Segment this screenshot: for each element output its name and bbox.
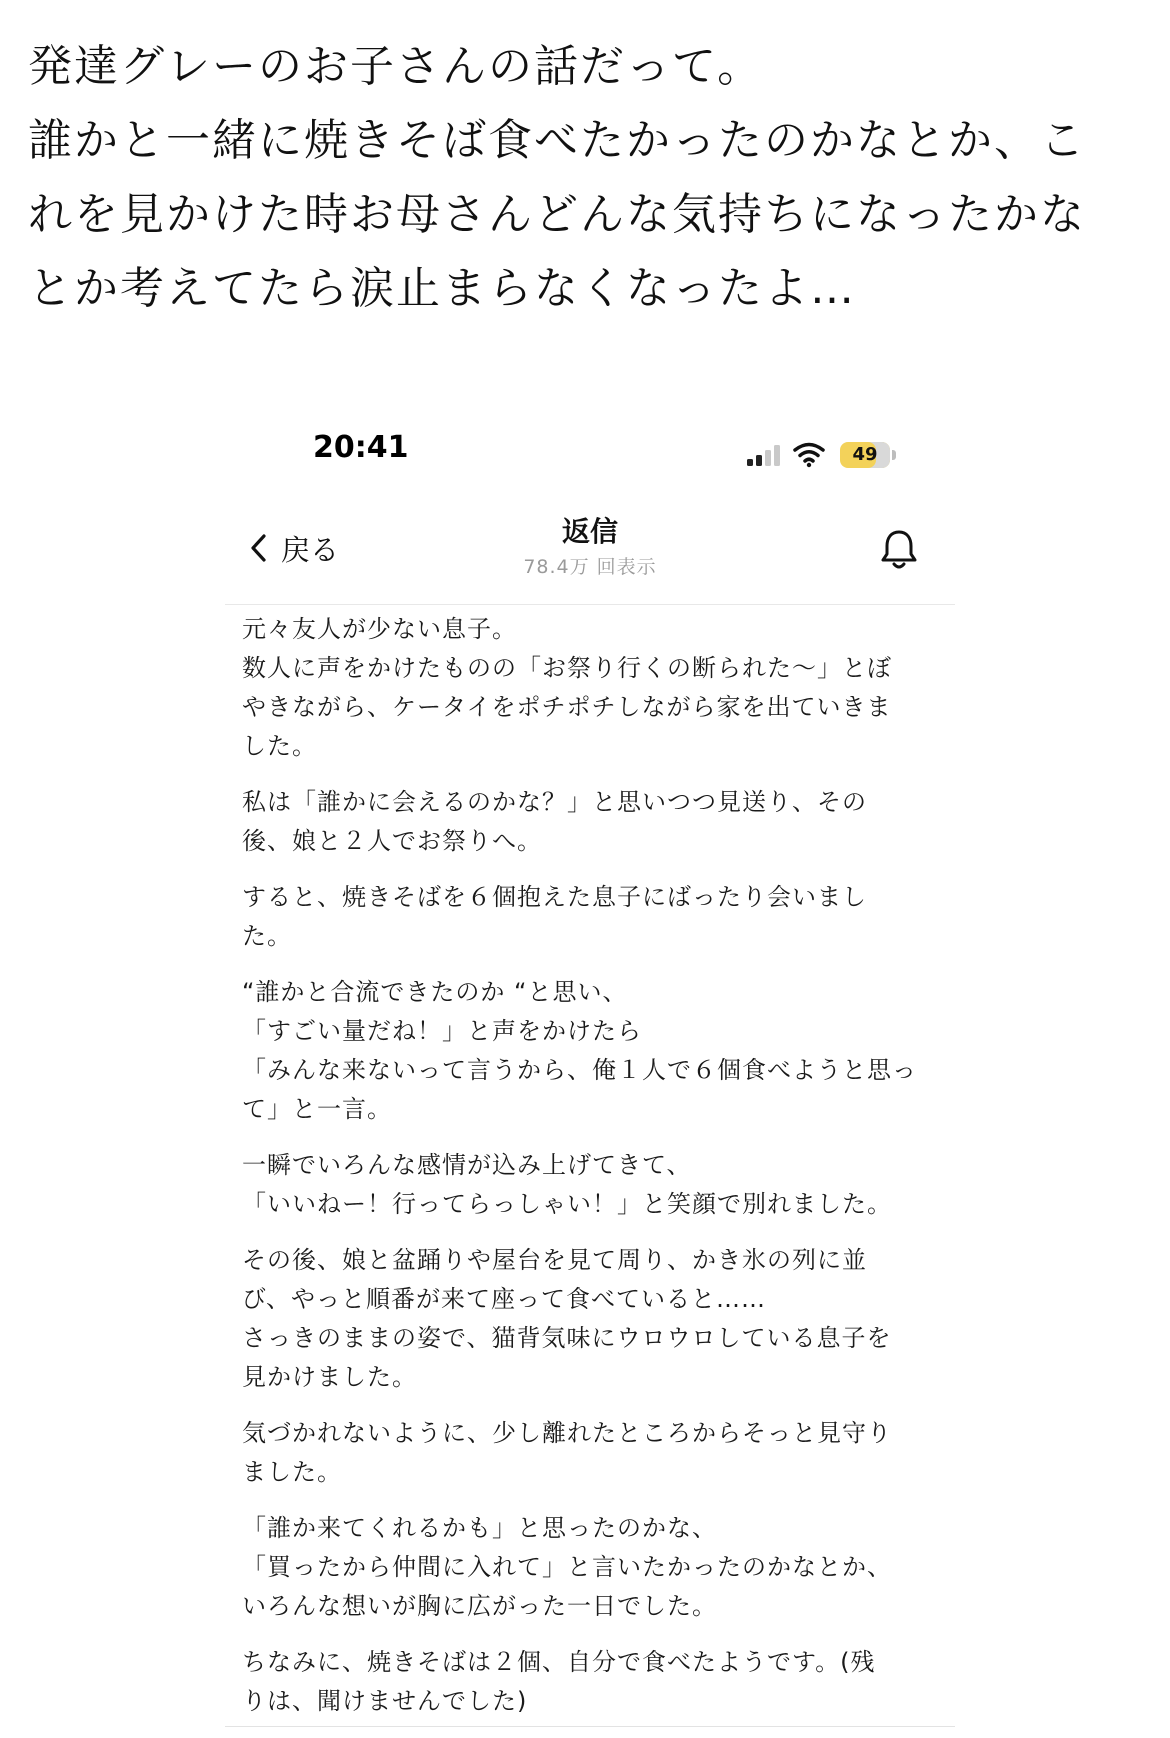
nav-bar bbox=[225, 508, 955, 605]
phone-screenshot bbox=[225, 420, 955, 1738]
post-text-line: 気づかれないように、少し離れたところからそっと見守り bbox=[242, 1419, 892, 1447]
back-label: 戻る bbox=[281, 532, 340, 567]
post-text-line: 元々友人が少ない息子。 bbox=[242, 615, 517, 643]
post-text-line: りは、聞けませんでした) bbox=[242, 1687, 528, 1715]
post-text-line: した。 bbox=[242, 732, 317, 760]
post-text-line: すると、焼きそばを６個抱えた息子にばったり会いまし bbox=[242, 883, 867, 911]
divider bbox=[225, 1726, 955, 1727]
post-text-line: いろんな想いが胸に広がった一日でした。 bbox=[242, 1592, 717, 1620]
post-text-line: 見かけました。 bbox=[242, 1363, 417, 1391]
post-text-line: 数人に声をかけたものの「お祭り行くの断られた〜」とぼ bbox=[242, 654, 892, 682]
post-text-line: 「すごい量だね！」と声をかけたら bbox=[242, 1017, 642, 1045]
post-body bbox=[242, 610, 942, 1738]
post-text-line: 「誰か来てくれるかも」と思ったのかな、 bbox=[242, 1514, 717, 1542]
post-text-line: その後、娘と盆踊りや屋台を見て周り、かき氷の列に並 bbox=[242, 1246, 867, 1274]
post-text-line: やきながら、ケータイをポチポチしながら家を出ていきま bbox=[242, 693, 892, 721]
post-text-line: “誰かと合流できたのか “と思い、 bbox=[242, 978, 628, 1006]
post-paragraph bbox=[242, 973, 942, 1129]
post-paragraph bbox=[242, 610, 942, 766]
status-time: 20:41 bbox=[313, 430, 409, 465]
post-text-line: 私は「誰かに会えるのかな？」と思いつつ見送り、その bbox=[242, 788, 867, 816]
post-paragraph bbox=[242, 1509, 942, 1626]
caption bbox=[28, 30, 1138, 326]
status-bar bbox=[225, 420, 955, 480]
post-paragraph bbox=[242, 878, 942, 956]
post-paragraph bbox=[242, 1643, 942, 1721]
bell-icon[interactable] bbox=[877, 526, 921, 572]
post-text-line: び、やっと順番が来て座って食べていると…… bbox=[242, 1285, 767, 1313]
post-text-line: 「みんな来ないって言うから、俺１人で６個食べようと思っ bbox=[242, 1056, 917, 1084]
post-text-line: ました。 bbox=[242, 1458, 342, 1486]
caption-line: れを見かけた時お母さんどんな気持ちになったかな bbox=[28, 189, 1086, 240]
post-text-line: 後、娘と２人でお祭りへ。 bbox=[242, 827, 542, 855]
caption-line: 誰かと一緒に焼きそば食べたかったのかなとか、こ bbox=[28, 115, 1086, 166]
post-paragraph bbox=[242, 1146, 942, 1224]
post-text-line: 「いいねー！行ってらっしゃい！」と笑顔で別れました。 bbox=[242, 1190, 892, 1218]
battery-level: 49 bbox=[852, 444, 878, 465]
post-paragraph bbox=[242, 783, 942, 861]
caption-line: とか考えてたら涙止まらなくなったよ… bbox=[28, 263, 856, 314]
post-text-line: 一瞬でいろんな感情が込み上げてきて、 bbox=[242, 1151, 692, 1179]
page-title: 返信 bbox=[561, 515, 618, 548]
post-text-line: ちなみに、焼きそばは２個、自分で食べたようです。(残 bbox=[242, 1648, 876, 1676]
view-count: 78.4万 回表示 bbox=[523, 556, 657, 578]
post-text-line: た。 bbox=[242, 922, 292, 950]
caption-line: 発達グレーのお子さんの話だって。 bbox=[28, 41, 764, 92]
post-text-line: て」と一言。 bbox=[242, 1095, 392, 1123]
post-paragraph bbox=[242, 1241, 942, 1397]
battery-nub bbox=[892, 450, 896, 460]
wifi-icon bbox=[792, 440, 826, 468]
post-paragraph bbox=[242, 1414, 942, 1492]
post-text-line: さっきのままの姿で、猫背気味にウロウロしている息子を bbox=[242, 1324, 892, 1352]
cellular-signal-icon bbox=[745, 444, 785, 468]
post-text-line: 「買ったから仲間に入れて」と言いたかったのかなとか、 bbox=[242, 1553, 892, 1581]
